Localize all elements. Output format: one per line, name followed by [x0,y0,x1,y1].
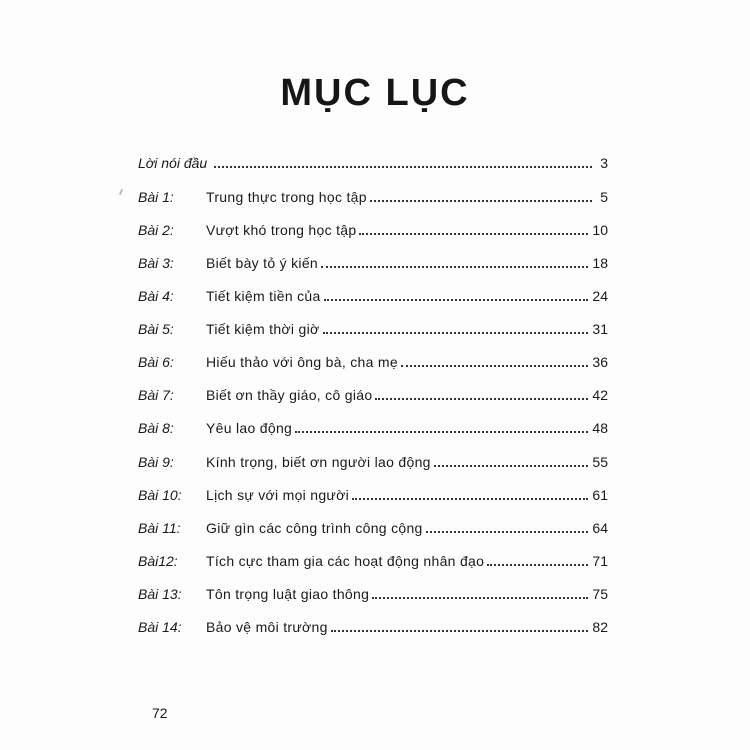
toc-entry-title: Vượt khó trong học tập [206,222,357,238]
toc-entry-title: Tiết kiệm thời giờ [206,321,320,337]
toc-entry [138,581,608,603]
toc-entry-title: Hiếu thảo với ông bà, cha mẹ [206,354,398,370]
toc-entry-page: 61 [592,487,608,503]
toc-entry [138,548,608,570]
toc-entry [138,515,608,537]
toc-entry-page: 42 [592,387,608,403]
toc-entry-page: 3 [600,155,608,171]
toc-entry-title: Biết ơn thầy giáo, cô giáo [206,387,373,403]
toc-entry-title: Tích cực tham gia các hoạt động nhân đạo [206,553,485,569]
toc-entry-title: Tôn trọng luật giao thông [206,586,370,602]
toc-entry [138,614,608,636]
toc-entry-label: Lời nói đầu [138,155,208,171]
toc-entry-label: Bài 3: [138,255,174,271]
toc-entry [138,349,608,371]
toc-entry-page: 24 [592,288,608,304]
toc-entry-page: 36 [592,354,608,370]
toc-entry-page: 5 [600,189,608,205]
toc-entry-title: Biết bày tỏ ý kiến [206,255,319,271]
toc-entry [138,449,608,471]
toc-entry [138,250,608,272]
toc-entry [138,217,608,239]
toc-entry-page: 82 [592,619,608,635]
toc-entry-title: Yêu lao động [206,420,293,436]
dot-leader [214,166,592,168]
dot-leader [295,431,588,433]
toc-entry-page: 64 [592,520,608,536]
toc-entry [138,415,608,437]
footer-page-number: 72 [152,705,168,721]
dot-leader [487,564,588,566]
toc-entry [138,184,608,206]
toc-entry-label: Bài 2: [138,222,174,238]
toc-entry-label: Bài 8: [138,420,174,436]
toc-entry-page: 48 [592,420,608,436]
toc-entry-title: Tiết kiệm tiền của [206,288,321,304]
toc-entry-title: Lịch sự với mọi người [206,487,349,503]
toc-entry-title: Bảo vệ môi trường [206,619,328,635]
toc-entry-page: 18 [592,255,608,271]
dot-leader [434,465,589,467]
toc-entry [138,382,608,404]
dot-leader [375,398,588,400]
dot-leader [321,266,588,268]
dot-leader [401,365,589,367]
dot-leader [323,332,589,334]
toc-entry-label: Bài 6: [138,354,174,370]
dot-leader [370,200,592,202]
toc-entry-title: Trung thực trong học tập [206,189,367,205]
toc-entry-label: Bài 7: [138,387,174,403]
toc-entry-label: Bài 4: [138,288,174,304]
dot-leader [324,299,589,301]
toc-entry-label: Bài 14: [138,619,182,635]
toc-entry-label: Bài 1: [138,189,174,205]
page-title: MỤC LỤC [280,72,470,114]
toc-entry-label: Bài 13: [138,586,182,602]
toc-entry-label: Bài 9: [138,454,174,470]
dot-leader [359,233,588,235]
toc-entry-page: 75 [592,586,608,602]
toc-entry [138,283,608,305]
dot-leader [426,531,589,533]
dot-leader [352,498,588,500]
toc-entry-title: Kính trọng, biết ơn người lao động [206,454,431,470]
dot-leader [331,630,589,632]
toc-entry-label: Bài 5: [138,321,174,337]
toc-entry-label: Bài 10: [138,487,182,503]
toc-entry-label: Bài 11: [138,520,181,536]
toc-entry-title: Giữ gìn các công trình công cộng [206,520,423,536]
toc-entry-preface [138,150,608,172]
dot-leader [372,597,588,599]
toc-entry-page: 55 [592,454,608,470]
toc-entry-label: Bài12: [138,553,178,569]
toc-entry-page: 31 [592,321,608,337]
toc-entry [138,482,608,504]
toc-entry [138,316,608,338]
toc-entry-page: 71 [592,553,608,569]
toc-entry-page: 10 [592,222,608,238]
